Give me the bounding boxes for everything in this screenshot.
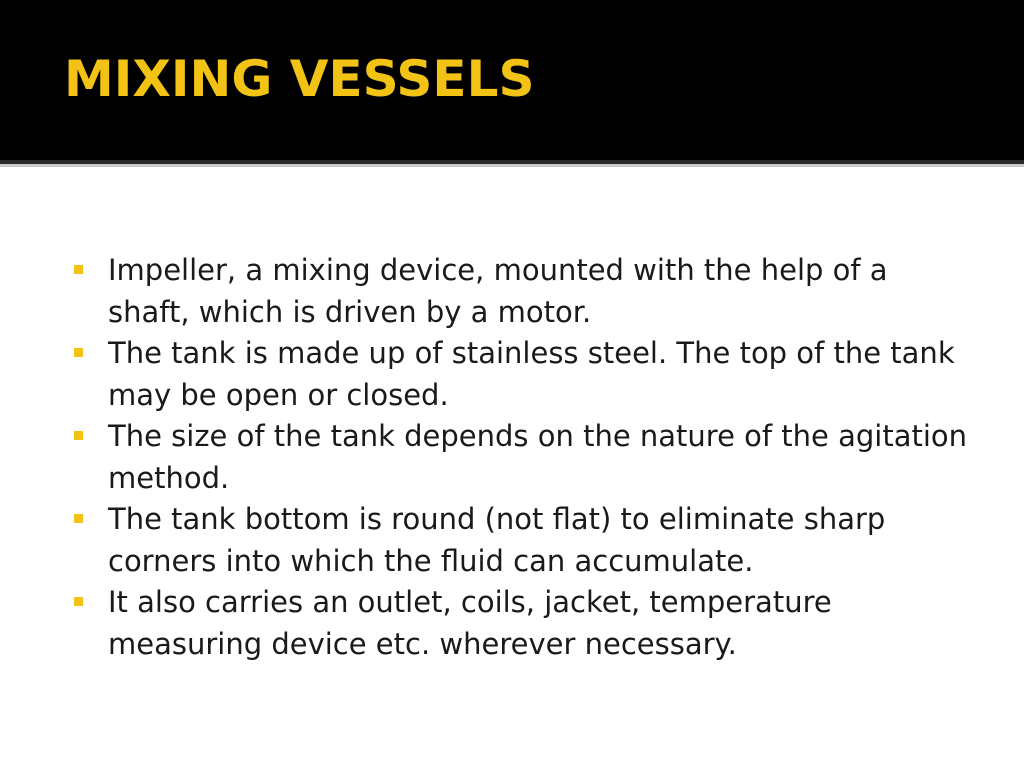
bullet-item xyxy=(72,499,972,582)
bullet-text: The size of the tank depends on the nature of the agitation method. xyxy=(108,419,968,495)
bullet-text: It also carries an outlet, coils, jacket, temperature measuring device etc. wherever necessary. xyxy=(108,585,832,661)
bullet-text: The tank is made up of stainless steel. The top of the tank may be open or closed. xyxy=(108,336,955,412)
bullet-item xyxy=(72,416,972,499)
square-bullet-icon xyxy=(74,431,83,440)
slide-title: MIXING VESSELS xyxy=(64,50,535,108)
title-bar xyxy=(0,0,1024,160)
bullet-item xyxy=(72,582,972,665)
bullet-item xyxy=(72,333,972,416)
square-bullet-icon xyxy=(74,597,83,606)
bullet-text: The tank bottom is round (not flat) to eliminate sharp corners into which the fluid can accumulate. xyxy=(108,502,886,578)
bullet-list xyxy=(72,250,972,665)
bullet-item xyxy=(72,250,972,333)
title-divider-shadow xyxy=(0,164,1024,167)
square-bullet-icon xyxy=(74,265,83,274)
square-bullet-icon xyxy=(74,514,83,523)
bullet-text: Impeller, a mixing device, mounted with the help of a shaft, which is driven by a motor. xyxy=(108,253,888,329)
square-bullet-icon xyxy=(74,348,83,357)
